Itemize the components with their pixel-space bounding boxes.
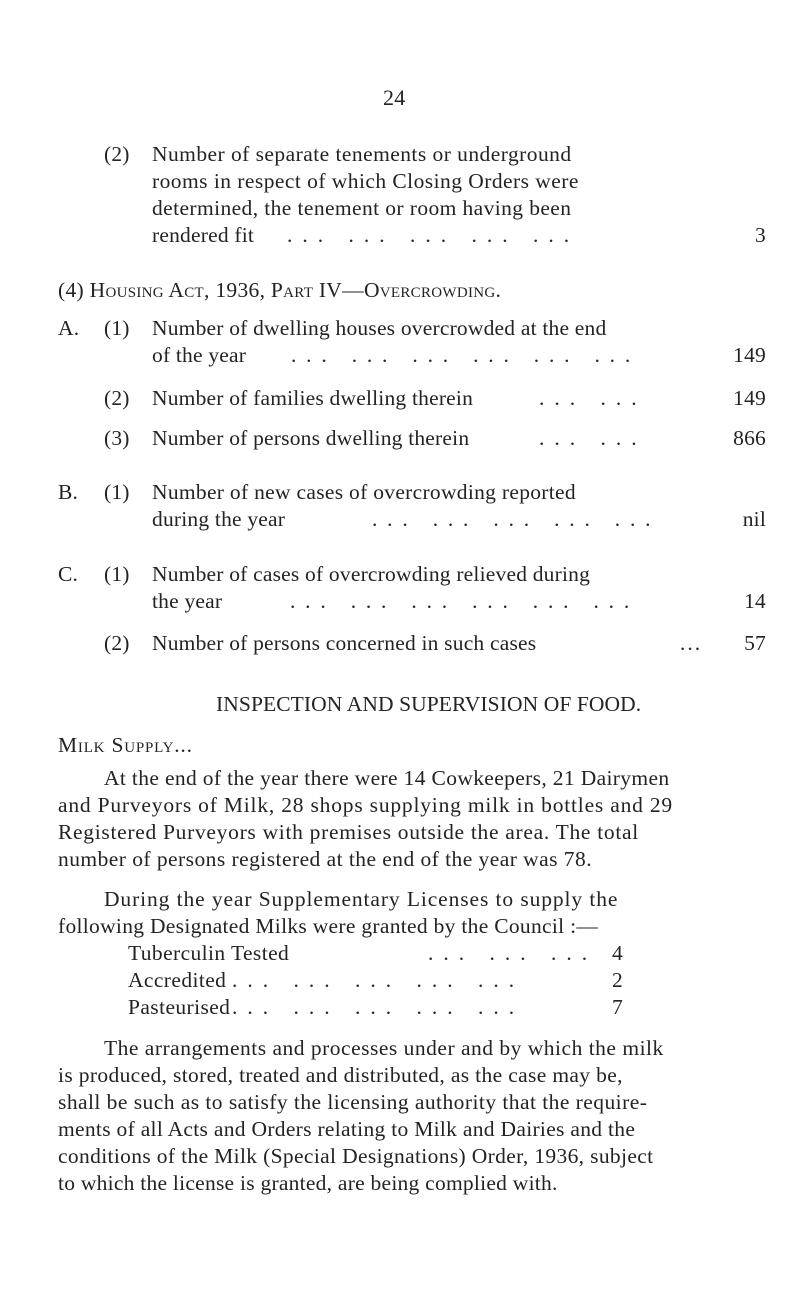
group-letter: B. [58, 480, 79, 504]
leader-dots: ... ... ... ... ... [232, 995, 525, 1019]
leader-dots: ... ... ... ... ... ... [290, 589, 640, 613]
leader-dots: ... ... ... ... ... [372, 507, 661, 531]
paragraph-line: is produced, stored, treated and distributed, as the case may be, [58, 1063, 623, 1087]
license-name: Pasteurised [128, 995, 231, 1019]
paragraph-line: to which the license is granted, are being complied with. [58, 1171, 558, 1195]
leader-dots: ... ... ... ... ... [232, 968, 525, 992]
item-line: Number of dwelling houses overcrowded at the end [152, 316, 607, 340]
leader-dots: ... ... ... ... ... [287, 223, 580, 247]
item-line: rendered fit [152, 223, 255, 247]
item-value: 57 [744, 631, 766, 655]
item-value: 866 [733, 426, 766, 450]
paragraph-line: The arrangements and processes under and by which the milk [104, 1036, 664, 1060]
item-line: Number of persons concerned in such cases [152, 631, 537, 655]
section-title: INSPECTION AND SUPERVISION OF FOOD. [216, 692, 642, 716]
item-line: the year [152, 589, 223, 613]
item-number: (2) [104, 631, 130, 655]
item-label: (2) [104, 142, 130, 166]
paragraph-line: following Designated Milks were granted by the Council :— [58, 914, 599, 938]
item-number: (1) [104, 316, 130, 340]
leader-dots: ... ... ... [428, 941, 598, 965]
license-value: 2 [612, 968, 623, 992]
group-letter: A. [58, 316, 80, 340]
group-letter: C. [58, 562, 79, 586]
item-line: during the year [152, 507, 286, 531]
license-value: 7 [612, 995, 623, 1019]
paragraph-line: ments of all Acts and Orders relating to Milk and Dairies and the [58, 1117, 636, 1141]
item-value: 3 [755, 223, 766, 247]
subsection-heading: Milk Supply... [58, 733, 193, 757]
leader-dots: ... ... ... ... ... ... [291, 343, 641, 367]
item-line: Number of families dwelling therein [152, 386, 474, 410]
section-heading: (4) Housing Act, 1936, Part IV—Overcrowding. [58, 278, 502, 302]
paragraph-line: shall be such as to satisfy the licensing authority that the require- [58, 1090, 648, 1114]
paragraph-line: conditions of the Milk (Special Designations) Order, 1936, subject [58, 1144, 654, 1168]
leader-dots: ... ... [539, 386, 647, 410]
license-name: Tuberculin Tested [128, 941, 290, 965]
item-value: 149 [733, 343, 766, 367]
page-number: 24 [383, 85, 406, 110]
item-number: (3) [104, 426, 130, 450]
item-line: rooms in respect of which Closing Orders were [152, 169, 579, 193]
leader-dots: ... ... [539, 426, 647, 450]
item-line: determined, the tenement or room having been [152, 196, 572, 220]
license-name: Accredited [128, 968, 227, 992]
item-line: Number of separate tenements or underground [152, 142, 572, 166]
paragraph-line: Registered Purveyors with premises outside the area. The total [58, 820, 639, 844]
item-value: nil [742, 507, 766, 531]
item-number: (1) [104, 562, 130, 586]
item-line: of the year [152, 343, 247, 367]
item-value: 14 [744, 589, 766, 613]
item-line: Number of cases of overcrowding relieved during [152, 562, 591, 586]
paragraph-line: number of persons registered at the end of the year was 78. [58, 847, 593, 871]
paragraph-line: and Purveyors of Milk, 28 shops supplying milk in bottles and 29 [58, 793, 673, 817]
paragraph-line: During the year Supplementary Licenses to supply the [104, 887, 619, 911]
leader-dots: ... [680, 631, 703, 655]
paragraph-line: At the end of the year there were 14 Cowkeepers, 21 Dairymen [104, 766, 670, 790]
item-number: (1) [104, 480, 130, 504]
item-line: Number of new cases of overcrowding reported [152, 480, 576, 504]
item-value: 149 [733, 386, 766, 410]
item-number: (2) [104, 386, 130, 410]
license-value: 4 [612, 941, 623, 965]
item-line: Number of persons dwelling therein [152, 426, 470, 450]
